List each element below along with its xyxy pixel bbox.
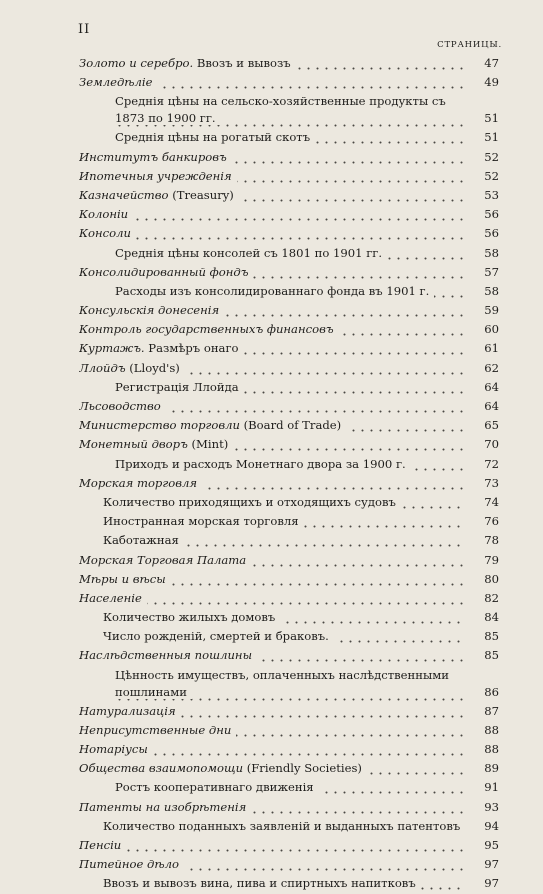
toc-entry [0,359,543,378]
toc-entry-page-number: 49 [484,75,499,90]
toc-entry-label [79,56,296,70]
toc-entry [0,128,543,147]
toc-entry-text [79,836,465,855]
toc-entry-title: Льсоводство [79,399,161,413]
toc-entry [0,378,543,397]
toc-entry-label [103,819,465,833]
toc-entry-label [79,341,244,355]
toc-entry-subtitle: Количество жилыхъ домовъ [103,610,276,625]
toc-entry-title: Морская торговля [79,475,198,490]
toc-entry-page-number: 84 [484,610,499,625]
toc-entry-text [103,874,465,893]
toc-entry-page-number: 73 [484,475,499,490]
toc-entry-subtitle: Ростъ кооперативнаго движенія [115,780,314,795]
toc-entry-page-number: 91 [484,780,499,795]
toc-entry [0,836,543,855]
toc-entry-text [103,627,465,646]
toc-entry-page-number: 74 [484,494,499,509]
toc-entry-page-number: 78 [484,533,499,548]
toc-entry-text [79,702,465,721]
toc-entry [0,92,543,128]
toc-entry-title: Наслѣдственныя пошлины [79,648,253,663]
toc-entry [0,205,543,224]
toc-entry [0,416,543,435]
toc-entry-subtitle: Ввозъ и вывозъ [193,56,291,70]
toc-entry-page-number: 62 [484,360,499,375]
toc-entry-page-number: 51 [484,130,499,145]
toc-entry-text [115,778,465,797]
toc-entry-title: Неприсутственные дни [79,722,232,737]
toc-entry-text [79,224,465,243]
toc-entry-page-number: 87 [484,703,499,718]
toc-entry-page-number: 80 [484,571,499,586]
toc-entry [0,186,543,205]
toc-entry [0,320,543,339]
toc-entry-subtitle: Цѣнность имуществъ, оплаченныхъ наслѣдственными пошлинами [115,667,449,699]
toc-entry [0,339,543,358]
toc-entry-text [79,416,465,435]
toc-entry-subtitle: Среднія цѣны консолей съ 1801 по 1901 гг. [115,245,383,260]
toc-entry-label [79,188,239,202]
toc-entry-text [103,493,465,512]
toc-entry-label [79,838,126,852]
toc-entry [0,54,543,73]
toc-entry-subtitle: (Mint) [187,437,229,452]
toc-entry-label [79,399,166,413]
toc-entry-text [79,148,465,167]
toc-entry-label [103,495,401,509]
toc-entry-text [79,855,465,874]
toc-entry-label [115,380,244,394]
toc-entry-page-number: 56 [484,207,499,222]
toc-entry-subtitle: Расходы изъ консолидированнаго фонда въ 1901 г. [115,283,430,298]
toc-entry-page-number: 79 [484,552,499,567]
toc-entry [0,551,543,570]
toc-entry [0,817,543,836]
toc-entry-title: Натурализація [79,703,176,718]
toc-entry-page-number: 65 [484,418,499,433]
toc-entry-subtitle: Среднія цѣны на рогатый скотъ [115,130,311,145]
toc-entry [0,855,543,874]
toc-entry-subtitle: Размѣръ онаго [144,341,239,356]
toc-entry-text [79,167,465,186]
toc-entry [0,244,543,263]
toc-entry-label [103,514,304,528]
toc-entry-text [79,589,465,608]
toc-entry-page-number: 51 [484,111,499,126]
toc-entry-subtitle: Число рожденій, смертей и браковъ. [103,629,329,644]
toc-entry-page-number: 82 [484,590,499,605]
toc-entry-subtitle: Регистрація Ллойда [115,379,239,394]
toc-entry [0,759,543,778]
toc-entry-page-number: 70 [484,437,499,452]
toc-entry-text [79,186,465,205]
toc-entry [0,397,543,416]
toc-entry-page-number: 88 [484,722,499,737]
toc-entry-text [79,263,465,282]
toc-entry-label [79,723,236,737]
toc-entry-text [79,740,465,759]
toc-entry-page-number: 72 [484,456,499,471]
toc-entry-label [115,130,315,144]
toc-entry-page-number: 95 [484,837,499,852]
toc-entry [0,627,543,646]
toc-entry-text [103,817,465,836]
toc-entry-label [115,246,387,260]
toc-entry-subtitle: (Lloyd's) [125,360,180,375]
toc-entry-label [103,610,280,624]
toc-entry-text [79,205,465,224]
toc-entry-label [115,94,446,125]
toc-entry-subtitle: Каботажная [103,533,179,548]
toc-entry-subtitle: Приходъ и расходъ Монетнаго двора за 1900 г. [115,456,406,471]
toc-entry-label [79,226,136,240]
toc-entry-text [79,551,465,570]
toc-entry-page-number: 64 [484,399,499,413]
toc-entry-subtitle: (Friendly Societies) [243,761,362,776]
toc-entry-text [115,128,465,147]
toc-entry [0,474,543,493]
toc-entry-page-number: 52 [484,168,499,183]
toc-entry [0,455,543,474]
toc-entry [0,721,543,740]
toc-entry-label [79,150,232,164]
toc-entry-label [79,742,153,756]
toc-entry-label [103,876,421,890]
toc-entry-page-number: 85 [484,648,499,663]
toc-entry [0,282,543,301]
toc-entry-subtitle: (Treasury) [168,187,234,202]
toc-entry [0,493,543,512]
toc-entry-text [115,667,465,701]
toc-entry-page-number: 59 [484,303,499,318]
toc-entry [0,778,543,797]
toc-entry-page-number: 94 [484,818,499,833]
toc-entry-text [115,93,465,127]
toc-entry-label [115,284,434,298]
toc-entry-page-number: 76 [484,514,499,529]
toc-entry [0,874,543,893]
toc-entry-title: Консоли [79,226,131,241]
toc-entry-page-number: 64 [484,379,499,394]
toc-entry [0,531,543,550]
toc-entry-page-number: 89 [484,761,499,776]
toc-entry-text [79,646,465,665]
toc-entry [0,702,543,721]
toc-entry-label [79,169,237,183]
toc-entry-title: Пенсіи [79,837,122,852]
toc-entry-page-number: 86 [484,684,499,699]
toc-entry-label [79,591,147,605]
toc-entry-label [79,800,251,814]
toc-entry-text [79,339,465,358]
toc-entry-title: Нотаріусы [79,742,148,756]
toc-entry [0,512,543,531]
toc-entry-title: Ипотечныя учрежденія [79,168,232,183]
toc-entry-page-number: 88 [484,742,499,756]
toc-entry [0,167,543,186]
toc-entry-text [79,320,465,339]
toc-entry-text [79,73,465,92]
toc-entry-title: Консульскія донесенія [79,303,220,318]
toc-entry-text [103,512,465,531]
toc-entry-label [79,361,185,375]
toc-entry-label [79,75,157,89]
toc-entry [0,646,543,665]
toc-entry-text [79,721,465,740]
toc-entry-label [79,322,339,336]
toc-entry [0,589,543,608]
toc-entry-label [79,857,184,871]
toc-entry [0,73,543,92]
toc-entry [0,798,543,817]
pages-column-header: СТРАНИЦЫ. [437,40,502,50]
toc-entry-text [79,397,465,416]
toc-entry-label [115,668,449,699]
page-number: II [78,22,91,37]
toc-entry-text [79,798,465,817]
toc-entry-title: Питейное дѣло [79,857,180,872]
toc-entry-label [79,303,224,317]
toc-entry [0,608,543,627]
toc-entry-subtitle: Количество приходящихъ и отходящихъ судовъ [103,494,396,509]
toc-entry-label [79,572,171,586]
toc-entry-label [79,476,202,490]
toc-entry-title: Общества взаимопомощи [79,761,244,776]
toc-entry-subtitle: Ввозъ и вывозъ вина, пива и спиртныхъ напитковъ [103,876,416,891]
toc-entry-title: Земледѣліе [79,75,153,90]
toc-entry-page-number: 52 [484,149,499,164]
toc-entry-title: Ллойдъ [79,360,126,375]
toc-entry-title: Казначейство [79,187,169,202]
toc-entry-subtitle: Иностранная морская торговля [103,514,299,529]
toc-entry-title: Контроль государственныхъ финансовъ [79,322,334,337]
toc-entry-text [115,282,465,301]
toc-entry-page-number: 61 [484,341,499,356]
toc-entry-label [115,780,319,794]
toc-entry-label [79,437,233,451]
toc-entry-text [103,531,465,550]
toc-entry-label [115,457,411,471]
toc-entry-subtitle: Среднія цѣны на сельско-хозяйственные продукты съ 1873 по 1900 гг. [115,94,446,126]
toc-entry-text [115,455,465,474]
toc-entry-text [79,301,465,320]
toc-entry-title: Населеніе [79,590,142,605]
toc-entry-page-number: 85 [484,629,499,644]
toc-entry-page-number: 60 [484,322,499,337]
toc-entry [0,666,543,702]
toc-entry-subtitle: Количество поданныхъ заявленій и выданныхъ патентовъ [103,818,461,833]
toc-entry [0,263,543,282]
toc-entry [0,570,543,589]
toc-entry [0,435,543,454]
toc-entry [0,740,543,759]
toc-entry-subtitle: (Board of Trade) [239,418,342,433]
toc-entry-page-number: 58 [484,283,499,298]
toc-entry-text [79,435,465,454]
toc-entry-title: Институтъ банкировъ [79,149,227,164]
toc-entry-label [79,553,251,567]
toc-entry-title: Золото и серебро. [79,56,194,70]
toc-entry-text [79,359,465,378]
toc-entry-title: Патенты на изобрѣтенія [79,799,247,814]
toc-entry-text [79,54,465,73]
toc-entry-page-number: 93 [484,799,499,814]
toc-entry-text [79,570,465,589]
toc-entry-title: Монетный дворъ [79,437,188,452]
toc-entry-title: Морская Торговая Палата [79,552,247,567]
toc-entry-page-number: 97 [484,857,499,872]
toc-entry-label [103,629,334,643]
toc-entry-label [79,265,253,279]
toc-entry-page-number: 97 [484,876,499,891]
toc-entry-text [115,378,465,397]
toc-entry-text [103,608,465,627]
toc-entry-label [79,704,181,718]
toc-entry-label [79,418,346,432]
toc-entry-label [79,207,133,221]
toc-entry-page-number: 58 [484,245,499,260]
table-of-contents [0,54,543,894]
toc-entry [0,224,543,243]
toc-entry-text [115,244,465,263]
toc-entry-title: Куртажъ. [79,341,145,356]
toc-entry [0,301,543,320]
toc-entry-page-number: 47 [484,56,499,70]
toc-entry-label [103,533,184,547]
toc-entry-page-number: 57 [484,264,499,279]
toc-entry-page-number: 53 [484,187,499,202]
toc-entry-title: Консолидированный фондъ [79,264,249,279]
toc-entry [0,148,543,167]
toc-entry-title: Мѣры и вѣсы [79,571,166,586]
toc-entry-text [79,759,465,778]
toc-entry-title: Министерство торговли [79,418,240,433]
toc-entry-label [79,761,367,775]
toc-entry-page-number: 56 [484,226,499,241]
toc-entry-title: Колоніи [79,207,129,222]
toc-entry-label [79,648,257,662]
toc-entry-text [79,474,465,493]
